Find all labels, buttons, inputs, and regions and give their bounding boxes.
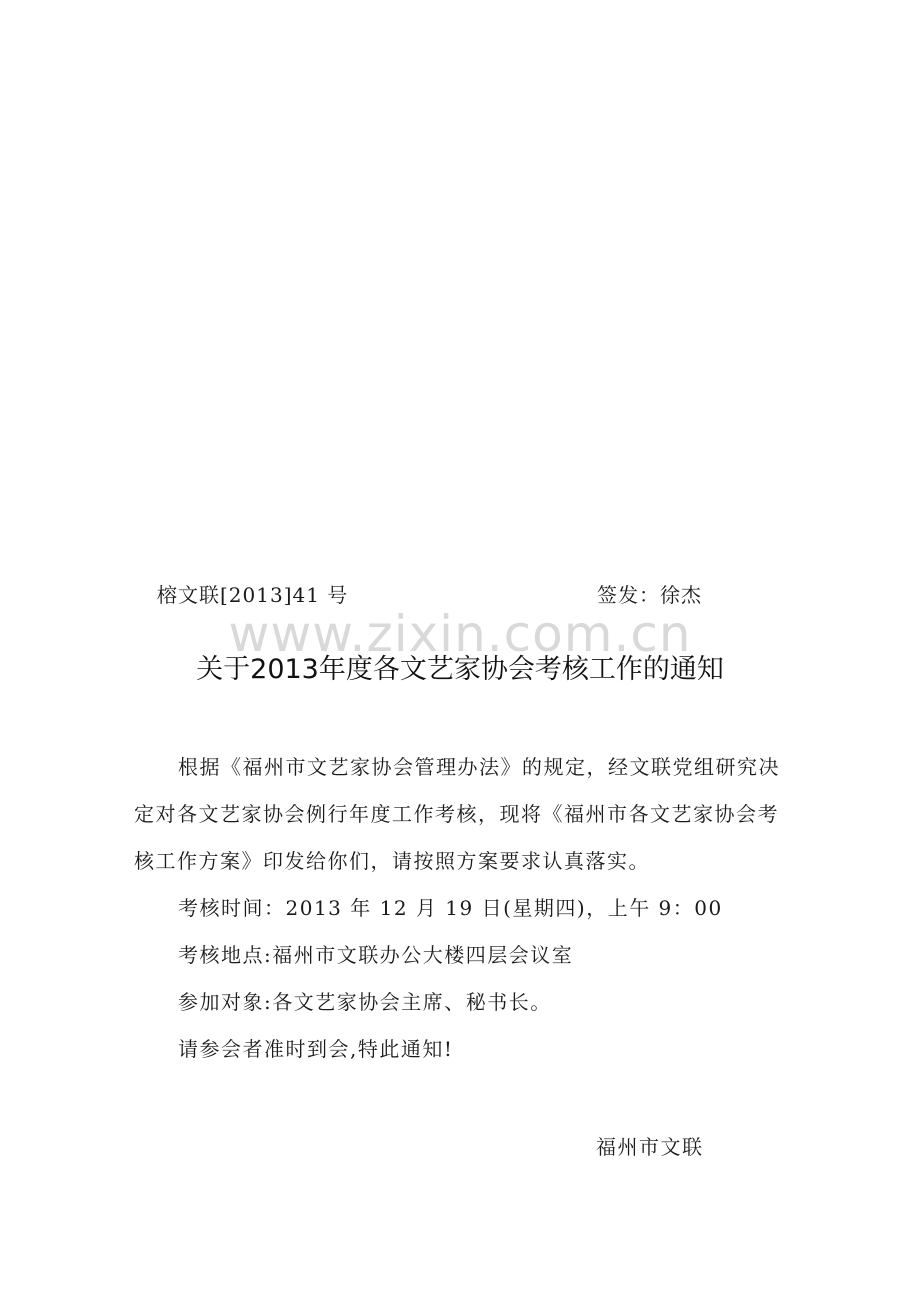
watermark: www.zixin.com.cn xyxy=(228,605,692,663)
exam-location: 考核地点:福州市文联办公大楼四层会议室 xyxy=(178,943,574,967)
attendees: 参加对象:各文艺家协会主席、秘书长。 xyxy=(178,990,552,1014)
intro-paragraph: 根据《福州市文艺家协会管理办法》的规定，经文联党组研究决定对各文艺家协会例行年度工作考核，现将《福州市各文艺家协会考核工作方案》印发给你们，请按照方案要求认真落实。 xyxy=(134,755,780,873)
issuer-signature: 福州市文联 xyxy=(596,1135,704,1159)
closing-line: 请参会者准时到会,特此通知! xyxy=(178,1037,454,1061)
document-number: 榕文联[2013]41 号 xyxy=(157,583,349,607)
exam-time: 考核时间：2013 年 12 月 19 日(星期四)，上午 9：00 xyxy=(178,896,723,920)
document-body xyxy=(134,744,794,1073)
document-signer: 签发：徐杰 xyxy=(597,583,702,607)
document-title: 关于2013年度各文艺家协会考核工作的通知 xyxy=(196,654,724,685)
